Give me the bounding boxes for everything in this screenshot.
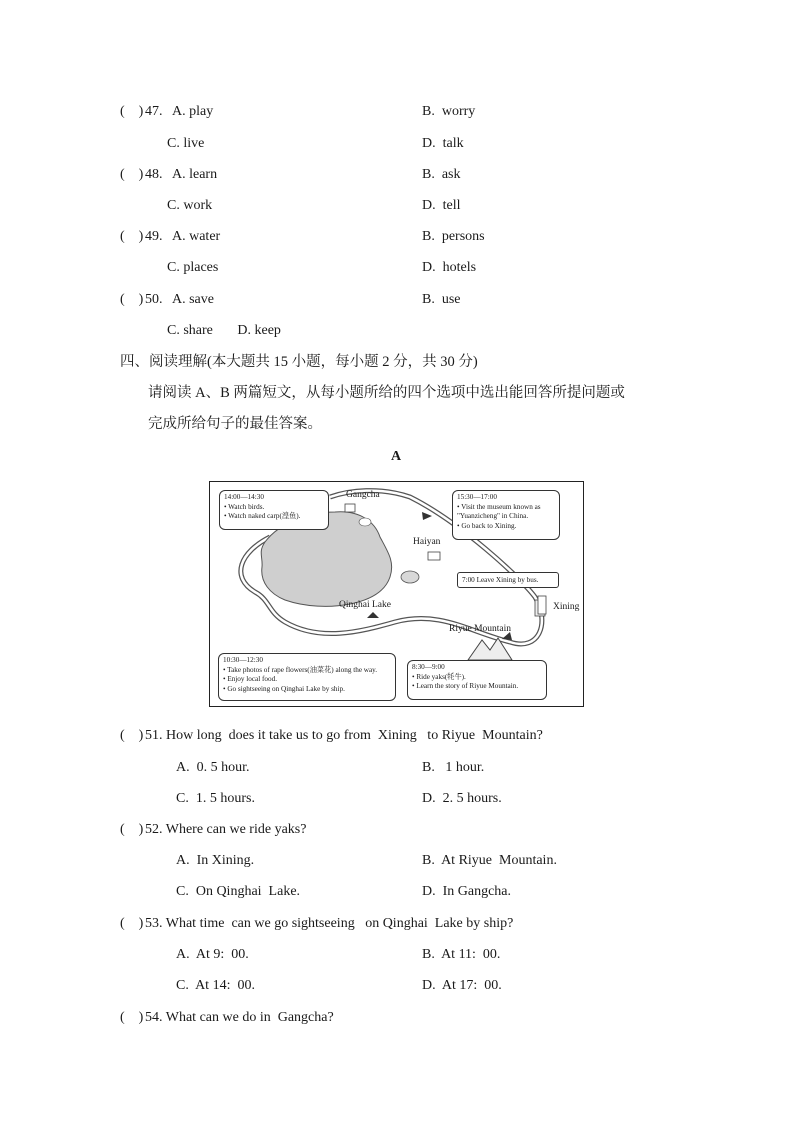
place-haiyan: Haiyan xyxy=(413,537,441,547)
callout-time: 15:30—17:00 xyxy=(457,493,497,501)
instruction-line-1: 请阅读 A、B 两篇短文，从每小题所给的四个选项中选出能回答所提问题或 xyxy=(148,385,625,401)
callout-item: • Go sightseeing on Qinghai Lake by ship. xyxy=(223,684,345,693)
option-b: B. At Riyue Mountain. xyxy=(422,853,557,868)
callout-item: • Go back to Xining. xyxy=(457,521,517,530)
option-c: C. 1. 5 hours. xyxy=(176,791,255,806)
callout-gangcha xyxy=(219,490,329,530)
question-number: 50. xyxy=(145,292,163,307)
callout-haiyan xyxy=(452,490,560,540)
callout-item: • Watch naked carp(湟鱼). xyxy=(224,512,301,521)
option-c: C. At 14: 00. xyxy=(176,978,255,993)
callout-item: • Take photos of rape flowers(油菜花) along the way. xyxy=(223,665,378,674)
question-stem: 54. What can we do in Gangcha? xyxy=(145,1010,334,1025)
callout-time: 10:30—12:30 xyxy=(223,656,263,664)
option-c: C. work xyxy=(167,198,213,213)
question-stem: 51. How long does it take us to go from Xining to Riyue Mountain? xyxy=(145,728,543,743)
answer-paren: ( ) xyxy=(120,167,144,182)
place-riyue-mountain: Riyue Mountain xyxy=(449,624,512,634)
option-a: A. water xyxy=(172,229,221,244)
place-gangcha: Gangcha xyxy=(346,490,380,500)
callout-item: "Yuanzicheng" in China. xyxy=(457,512,529,521)
option-d: D. tell xyxy=(422,198,461,213)
callout-item: • Ride yaks(牦牛). xyxy=(412,672,466,681)
option-a: A. In Xining. xyxy=(176,853,255,868)
callout-qinghai-lake xyxy=(218,653,396,701)
section-title: 四、阅读理解(本大题共 15 小题，每小题 2 分，共 30 分) xyxy=(120,354,478,370)
callout-riyue xyxy=(407,660,547,700)
option-a: A. save xyxy=(172,292,214,307)
callout-item: • Visit the museum known as xyxy=(457,502,541,511)
option-c: C. On Qinghai Lake. xyxy=(176,884,301,899)
instruction-line-2: 完成所给句子的最佳答案。 xyxy=(148,416,322,432)
callout-item: • Learn the story of Riyue Mountain. xyxy=(412,682,519,691)
callout-item: • Enjoy local food. xyxy=(223,675,278,684)
place-xining: Xining xyxy=(553,602,580,612)
option-b: B. ask xyxy=(422,167,461,182)
answer-paren: ( ) xyxy=(120,728,144,743)
tour-map xyxy=(209,481,584,707)
option-d: D. At 17: 00. xyxy=(422,978,502,993)
callout-item: 7:00 Leave Xining by bus. xyxy=(462,576,539,584)
option-b: B. use xyxy=(422,292,461,307)
place-qinghai-lake: Qinghai Lake xyxy=(339,600,391,610)
callout-item: • Watch birds. xyxy=(224,502,265,511)
question-stem: 52. Where can we ride yaks? xyxy=(145,822,307,837)
option-b: B. At 11: 00. xyxy=(422,947,501,962)
option-b: B. worry xyxy=(422,104,476,119)
question-number: 48. xyxy=(145,167,163,182)
option-d: D. 2. 5 hours. xyxy=(422,791,502,806)
answer-paren: ( ) xyxy=(120,916,144,931)
option-d: D. hotels xyxy=(422,260,477,275)
answer-paren: ( ) xyxy=(120,292,144,307)
callout-time: 8:30—9:00 xyxy=(412,663,445,671)
question-number: 47. xyxy=(145,104,163,119)
option-b: B. 1 hour. xyxy=(422,760,485,775)
options-c-d: C. share D. keep xyxy=(167,323,281,338)
option-a: A. 0. 5 hour. xyxy=(176,760,250,775)
answer-paren: ( ) xyxy=(120,1010,144,1025)
option-d: D. talk xyxy=(422,136,464,151)
option-d: D. In Gangcha. xyxy=(422,884,512,899)
answer-paren: ( ) xyxy=(120,229,144,244)
option-a: A. learn xyxy=(172,167,218,182)
option-c: C. places xyxy=(167,260,219,275)
question-number: 49. xyxy=(145,229,163,244)
option-a: A. At 9: 00. xyxy=(176,947,249,962)
option-a: A. play xyxy=(172,104,214,119)
answer-paren: ( ) xyxy=(120,104,144,119)
callout-xining xyxy=(457,572,559,588)
answer-paren: ( ) xyxy=(120,822,144,837)
passage-label: A xyxy=(391,449,402,464)
option-c: C. live xyxy=(167,136,205,151)
question-stem: 53. What time can we go sightseeing on Qinghai Lake by ship? xyxy=(145,916,514,931)
callout-time: 14:00—14:30 xyxy=(224,493,264,501)
option-b: B. persons xyxy=(422,229,485,244)
